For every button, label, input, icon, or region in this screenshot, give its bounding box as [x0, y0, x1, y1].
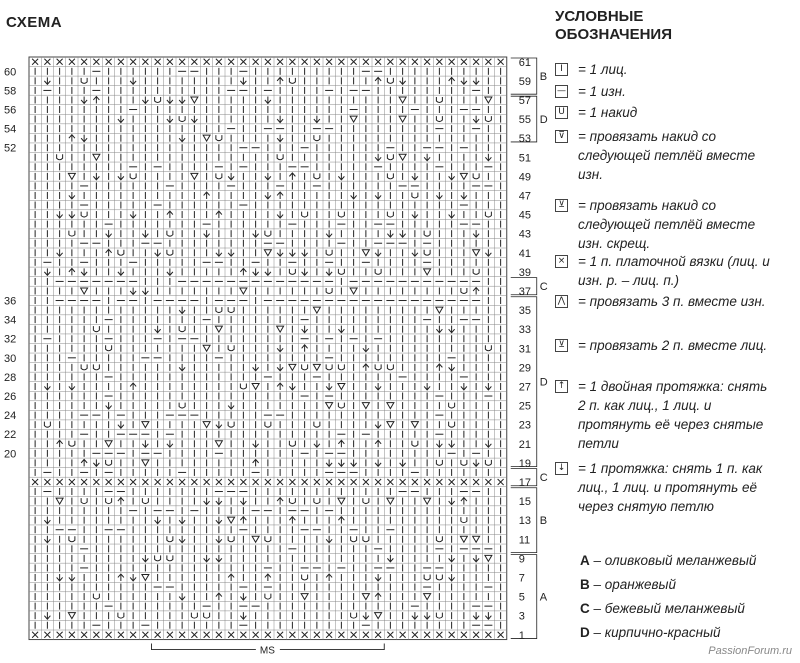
color-zone-letter: A	[539, 591, 548, 604]
row-number-left: 28	[4, 371, 17, 384]
row-number-right: 5	[518, 591, 525, 604]
legend-item	[555, 103, 778, 122]
legend-item	[555, 82, 778, 101]
row-number-right: 13	[518, 515, 531, 528]
legend-item-text: = 1 лиц.	[578, 62, 628, 77]
color-item	[580, 576, 770, 594]
row-number-right: 39	[518, 266, 531, 279]
row-number-right: 45	[518, 209, 531, 222]
color-letter: C	[580, 601, 590, 616]
legend-item-text: = 1 двойная протяжка: снять 2 п. как лиц., 1 лиц. и протянуть её через снятые петли	[578, 379, 768, 451]
row-number-right: 37	[518, 285, 531, 298]
legend-item-text: = 1 изн.	[578, 84, 626, 99]
row-number-left: 22	[4, 429, 17, 442]
row-number-right: 49	[518, 171, 531, 184]
row-number-left: 56	[4, 104, 17, 117]
row-number-left: 60	[4, 66, 17, 79]
legend-item	[555, 252, 778, 290]
legend-item	[555, 196, 778, 253]
row-number-right: 33	[518, 324, 531, 337]
color-zone-letter: D	[539, 376, 548, 389]
row-number-right: 43	[518, 228, 531, 241]
row-number-right: 61	[518, 56, 531, 69]
single-decrease-icon: ↓	[555, 462, 568, 475]
legend-item-text: = провязать 3 п. вместе изн.	[578, 294, 766, 309]
row-number-right: 15	[518, 496, 531, 509]
k2tog-icon: ⊻	[555, 339, 568, 352]
row-number-left: 52	[4, 142, 17, 155]
knit-stitch-icon: I	[555, 63, 568, 76]
legend-item-text: = 1 п. платочной вязки (лиц. и изн. р. – лиц. п.)	[578, 254, 770, 288]
row-number-right: 17	[518, 476, 531, 489]
row-number-right: 31	[518, 343, 531, 356]
row-number-left: 26	[4, 391, 17, 404]
row-number-right: 29	[518, 362, 531, 375]
row-number-left: 58	[4, 85, 17, 98]
legend-title-line1: УСЛОВНЫЕ	[555, 8, 644, 25]
color-name: – оливковый меланжевый	[589, 553, 757, 568]
row-number-right: 7	[518, 572, 525, 585]
row-number-right: 57	[518, 94, 531, 107]
left-row-numbers	[4, 66, 16, 460]
row-number-right: 1	[518, 629, 525, 642]
purl-stitch-icon: —	[557, 86, 566, 96]
legend-title	[555, 8, 672, 44]
row-number-left: 54	[4, 123, 17, 136]
color-letter: A	[580, 553, 590, 568]
legend-item-text: = 1 протяжка: снять 1 п. как лиц., 1 лиц. и протянуть её через снятую петлю	[578, 461, 763, 514]
legend-item-text: = провязать накид со следующей петлёй вместе изн.	[578, 129, 756, 182]
legend-item-text: = провязать 2 п. вместе лиц.	[578, 338, 768, 353]
right-row-numbers	[519, 57, 531, 642]
color-zone-letter: C	[539, 472, 548, 485]
repeat-marker	[152, 644, 385, 657]
row-number-right: 3	[518, 610, 525, 623]
row-number-right: 41	[518, 247, 531, 260]
yarn-over-icon: U	[555, 106, 568, 119]
legend-item	[555, 377, 778, 453]
garter-stitch-icon: ×	[555, 255, 568, 268]
row-number-left: 34	[4, 314, 17, 327]
color-item	[580, 624, 770, 642]
repeat-label: MS	[259, 645, 275, 657]
color-item	[580, 552, 770, 570]
color-zone-letter: B	[539, 515, 548, 528]
chart-title: СХЕМА	[6, 14, 63, 31]
yo-purl-together-crossed-icon: ⊻	[555, 199, 568, 212]
legend-item	[555, 127, 778, 184]
row-number-left: 32	[4, 333, 17, 346]
row-number-left: 36	[4, 295, 17, 308]
row-number-right: 27	[518, 381, 531, 394]
row-number-right: 47	[518, 190, 531, 203]
color-letter: D	[580, 625, 590, 640]
row-number-right: 59	[518, 75, 531, 88]
row-number-left: 20	[4, 448, 17, 461]
legend-item	[555, 292, 778, 311]
color-letter: B	[580, 577, 590, 592]
legend-item	[555, 60, 778, 79]
row-number-right: 25	[518, 400, 531, 413]
color-zone-letter: B	[539, 71, 548, 84]
row-number-right: 23	[518, 419, 531, 432]
color-name: – оранжевый	[589, 577, 676, 592]
yo-purl-together-icon: ⊽	[555, 130, 568, 143]
color-item	[580, 600, 770, 618]
row-number-left: 24	[4, 410, 17, 423]
row-number-right: 35	[518, 305, 531, 318]
legend-title-line2: ОБОЗНАЧЕНИЯ	[555, 26, 672, 43]
row-number-right: 19	[518, 457, 531, 470]
color-name: – кирпично-красный	[589, 625, 721, 640]
row-number-right: 21	[518, 438, 531, 451]
row-number-right: 11	[518, 534, 531, 547]
legend-item-text: = провязать накид со следующей петлёй вместе изн. скрещ.	[578, 198, 756, 251]
row-number-right: 53	[518, 133, 531, 146]
k3tog-icon: ⋀	[555, 295, 568, 308]
row-number-right: 51	[518, 152, 531, 165]
watermark: PassionForum.ru	[708, 645, 792, 657]
row-number-right: 9	[518, 553, 525, 566]
legend-item	[555, 336, 778, 355]
row-number-left: 30	[4, 352, 17, 365]
row-number-right: 55	[518, 114, 531, 127]
color-name: – бежевый меланжевый	[589, 601, 745, 616]
legend-item-text: = 1 накид	[578, 105, 638, 120]
legend-item	[555, 459, 778, 516]
double-decrease-icon: ↑	[555, 380, 568, 393]
color-zone-letter: D	[539, 114, 548, 127]
color-zone-letter: C	[539, 281, 548, 294]
